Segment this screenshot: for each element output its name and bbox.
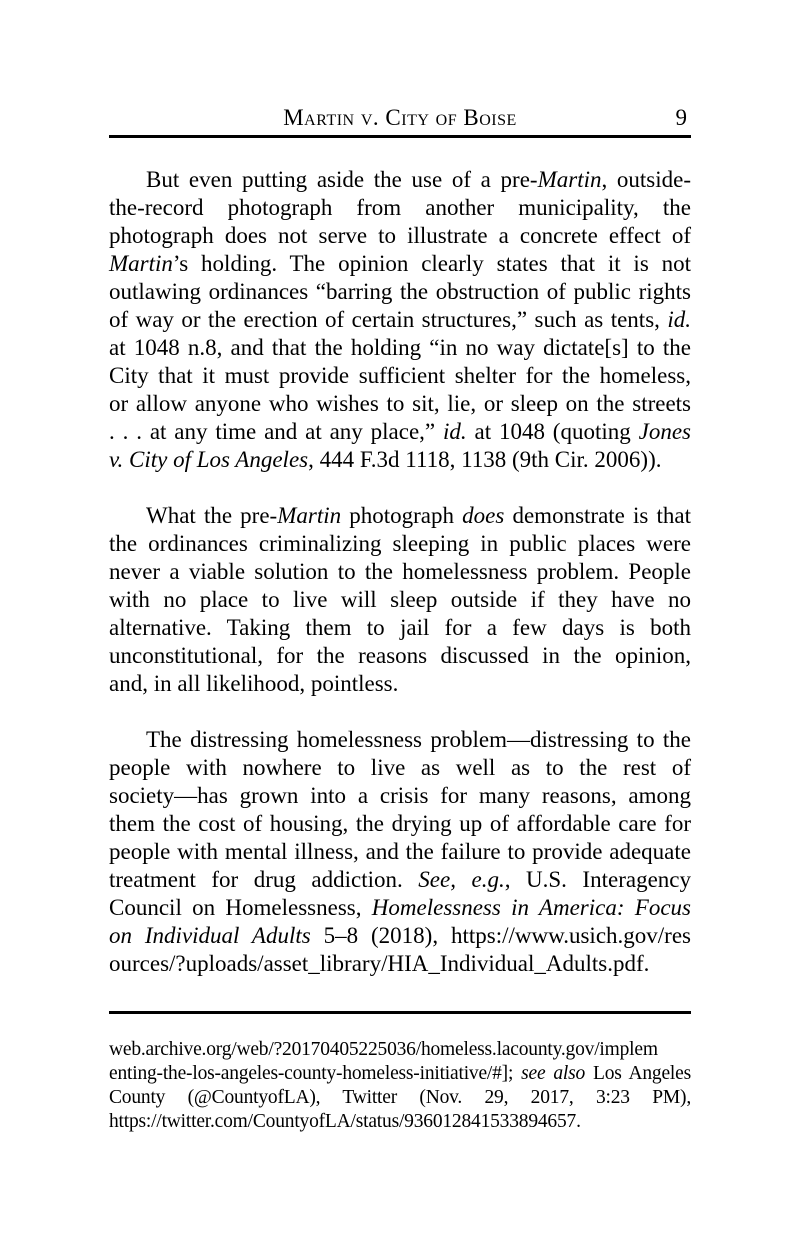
text-line: . . . at any time and at any place,” id. at 1048 (quoting Jones xyxy=(109,419,691,444)
text-line: treatment for drug addiction. See, e.g., U.S. Interagency xyxy=(109,867,691,892)
case-title: Martin v. City of Boise xyxy=(283,105,517,130)
text-line: at 1048 n.8, and that the holding “in no way dictate[s] to the xyxy=(109,335,691,360)
text-line: on Individual Adults 5–8 (2018), https://www.usich.gov/res xyxy=(109,923,691,948)
text-line: people with mental illness, and the failure to provide adequate xyxy=(109,839,691,864)
text-line: What the pre-Martin photograph does demonstrate is that xyxy=(146,503,691,528)
text-line: ources/?uploads/asset_library/HIA_Individual_Adults.pdf. xyxy=(109,951,650,976)
text-line: people with nowhere to live as well as to the rest of xyxy=(109,755,691,780)
text-line: But even putting aside the use of a pre-Martin, outside- xyxy=(146,167,691,192)
footnote-continuation xyxy=(109,1038,691,1134)
text-line: photograph does not serve to illustrate a concrete effect of xyxy=(109,223,691,248)
text-line: enting-the-los-angeles-county-homeless-initiative/#]; see also Los Angeles xyxy=(109,1063,691,1084)
text-line: and, in all likelihood, pointless. xyxy=(109,671,399,696)
text-line: the ordinances criminalizing sleeping in public places were xyxy=(109,531,691,556)
page-number: 9 xyxy=(675,105,687,130)
text-line: outlawing ordinances “barring the obstruction of public rights xyxy=(109,279,691,304)
text-line: https://twitter.com/CountyofLA/status/936012841533894657. xyxy=(109,1111,581,1132)
text-line: City that it must provide sufficient shelter for the homeless, xyxy=(109,363,691,388)
text-line: web.archive.org/web/?20170405225036/homeless.lacounty.gov/implem xyxy=(109,1039,658,1060)
footnote-separator-rule xyxy=(109,1011,691,1014)
text-column xyxy=(109,0,691,1134)
text-line: with no place to live will sleep outside if they have no xyxy=(109,587,691,612)
body-paragraph-3 xyxy=(109,726,691,978)
text-line: Martin’s holding. The opinion clearly states that it is not xyxy=(109,251,691,276)
body-paragraph-2 xyxy=(109,502,691,698)
text-line: of way or the erection of certain structures,” such as tents, id. xyxy=(109,307,691,332)
text-line: never a viable solution to the homelessness problem. People xyxy=(109,559,691,584)
body-paragraph-1 xyxy=(109,166,691,474)
text-line: The distressing homelessness problem—distressing to the xyxy=(146,727,691,752)
text-line: society—has grown into a crisis for many reasons, among xyxy=(109,783,691,808)
text-line: County (@CountyofLA), Twitter (Nov. 29, 2017, 3:23 PM), xyxy=(109,1087,691,1108)
running-head xyxy=(109,104,691,132)
text-line: or allow anyone who wishes to sit, lie, or sleep on the streets xyxy=(109,391,691,416)
text-line: Council on Homelessness, Homelessness in America: Focus xyxy=(109,895,691,920)
text-line: unconstitutional, for the reasons discussed in the opinion, xyxy=(109,643,691,668)
text-line: the-record photograph from another municipality, the xyxy=(109,195,691,220)
text-line: v. City of Los Angeles, 444 F.3d 1118, 1138 (9th Cir. 2006)). xyxy=(109,447,662,472)
header-rule xyxy=(109,135,691,138)
text-line: them the cost of housing, the drying up of affordable care for xyxy=(109,811,691,836)
text-line: alternative. Taking them to jail for a few days is both xyxy=(109,615,691,640)
opinion-body xyxy=(109,166,691,978)
